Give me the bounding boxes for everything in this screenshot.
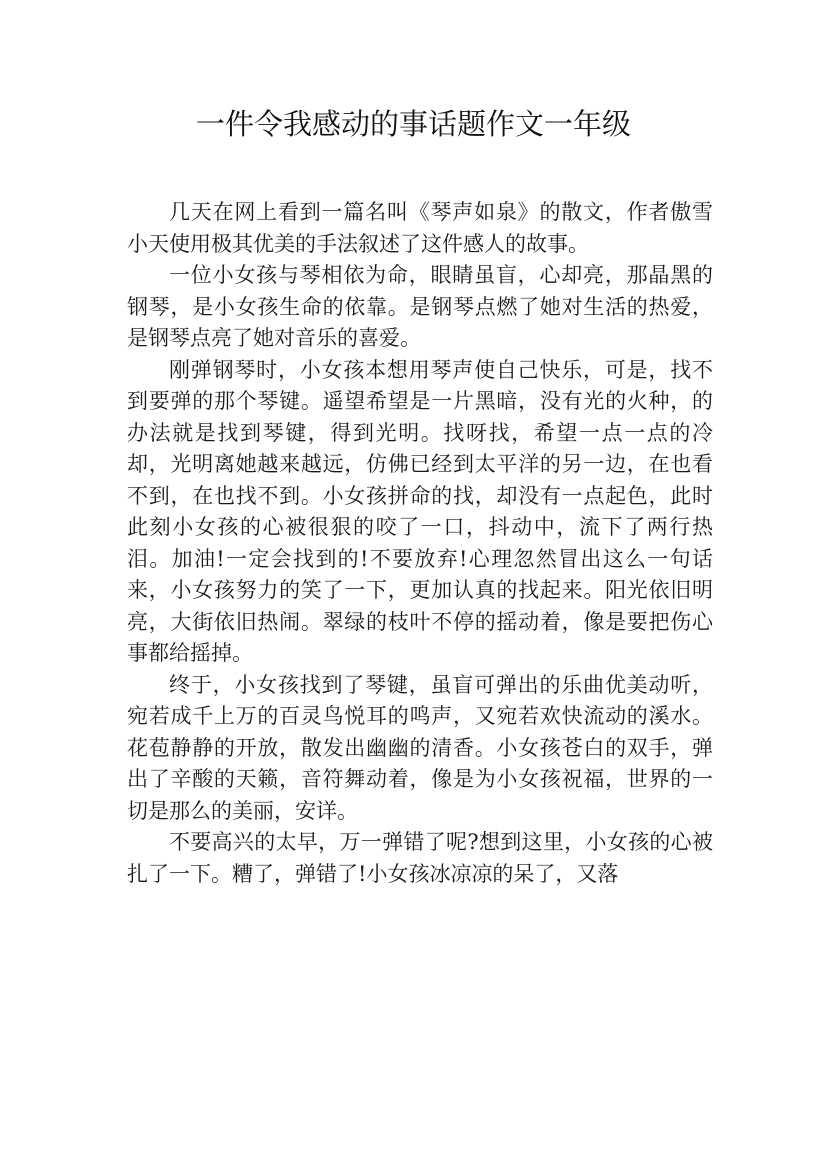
paragraph-2: 一位小女孩与琴相依为命，眼睛虽盲，心却亮，那晶黑的钢琴，是小女孩生命的依靠。是钢琴点燃了她对生活的热爱，是钢琴点亮了她对音乐的喜爱。 [127,263,713,350]
paragraph-1: 几天在网上看到一篇名叫《琴声如泉》的散文，作者傲雪小天使用极其优美的手法叙述了这件感人的故事。 [127,200,713,256]
paragraph-4: 终于，小女孩找到了琴键，虽盲可弹出的乐曲优美动听，宛若成千上万的百灵鸟悦耳的鸣声，又宛若欢快流动的溪水。花苞静静的开放，散发出幽幽的清香。小女孩苍白的双手，弹出了辛酸的天籁，音符舞动着，像是为小女孩祝福，世界的一切是那么的美丽，安详。 [127,672,713,823]
paragraph-3: 刚弹钢琴时，小女孩本想用琴声使自己快乐，可是，找不到要弹的那个琴键。遥望希望是一片黑暗，没有光的火种，的办法就是找到琴键，得到光明。找呀找，希望一点一点的冷却，光明离她越来越远，仿佛已经到太平洋的另一边，在也看不到，在也找不到。小女孩拼命的找，却没有一点起色，此时此刻小女孩的心被很狠的咬了一口，抖动中，流下了两行热泪。加油!一定会找到的!不要放弃!心理忽然冒出这么一句话来，小女孩努力的笑了一下，更加认真的找起来。阳光依旧明亮，大街依旧热闹。翠绿的枝叶不停的摇动着，像是要把伤心事都给摇掉。 [127,357,713,665]
paragraph-5: 不要高兴的太早，万一弹错了呢?想到这里，小女孩的心被扎了一下。糟了，弹错了!小女孩冰凉凉的呆了，又落 [127,830,713,886]
document-title: 一件令我感动的事话题作文一年级 [195,107,631,141]
document-body [127,197,713,890]
